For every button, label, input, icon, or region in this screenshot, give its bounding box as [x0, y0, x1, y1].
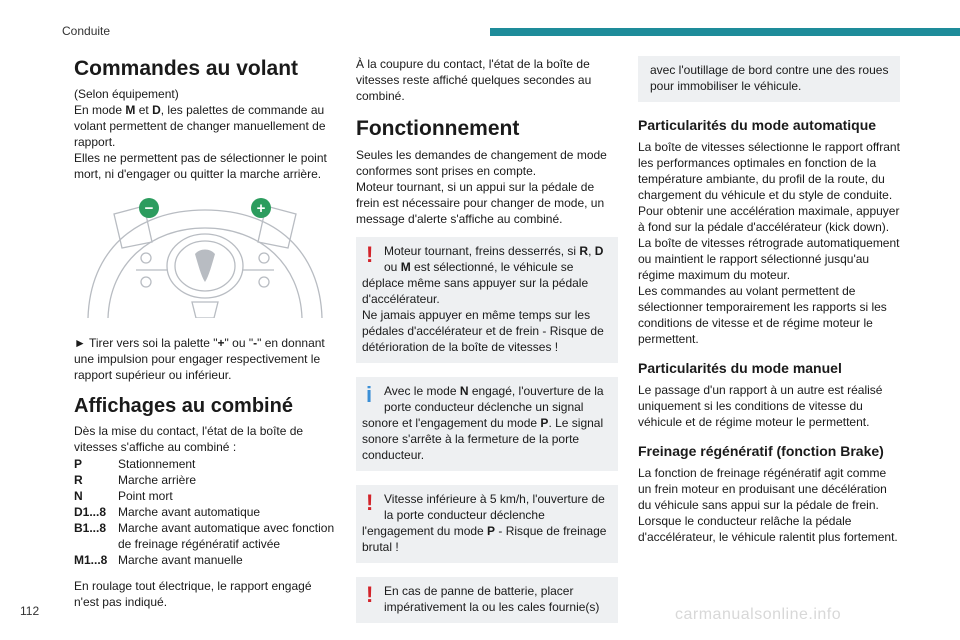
steering-wheel-illustration — [74, 192, 336, 318]
warning-text-1b: Ne jamais appuyer en même temps sur les pédales d'accélérateur et de frein - Risque de détérioration de la boîte de vitesses ! — [362, 308, 604, 354]
plus-symbol: + — [256, 200, 266, 217]
text: " ou " — [224, 336, 254, 350]
gear-code: N — [74, 489, 83, 503]
mode-m: M — [125, 103, 136, 117]
text: " en donnant une impulsion pour engager respectivement le rapport supérieur ou inférieur. — [74, 336, 325, 382]
text: - Risque de freinage brutal ! — [362, 524, 607, 554]
list-item — [74, 488, 336, 504]
mode-r: R — [579, 244, 589, 258]
text: ► Tirer vers soi la palette " — [74, 336, 218, 350]
cluster-intro: Dès la mise du contact, l'état de la boîte de vitesses s'affiche au combiné : — [74, 424, 304, 454]
warning-icon: ! — [366, 490, 374, 515]
column-2 — [356, 56, 618, 623]
info-note — [356, 377, 618, 471]
warning-text-1 — [362, 243, 612, 307]
gear-code: R — [74, 473, 83, 487]
section-title-regenerative-braking: Freinage régénératif (fonction Brake) — [638, 443, 884, 459]
info-icon: i — [366, 382, 373, 407]
mode-p: P — [487, 524, 496, 538]
info-text — [362, 383, 612, 463]
text: est sélectionné, le véhicule se déplace même sans appuyer sur la pédale d'accélérateur. — [362, 260, 589, 306]
mode-d: D — [152, 103, 161, 117]
gear-label: Marche avant automatique avec fonction de freinage régénératif activée — [118, 521, 335, 551]
gear-code: P — [74, 457, 83, 471]
step-instruction — [74, 335, 336, 383]
gear-label: Marche arrière — [118, 473, 197, 487]
list-item — [74, 504, 336, 520]
section-title-cluster-display: Affichages au combiné — [74, 395, 293, 417]
text: , les palettes de commande au volant permettent de changer manuellement de rapport. — [74, 103, 326, 149]
automatic-p1: La boîte de vitesses sélectionne le rapport offrant les performances optimales en fonction de la température ambiante, du profil de la route, du chargement du véhicule et du style de conduite. — [638, 140, 900, 202]
text: ou — [384, 260, 401, 274]
section-title-automatic-mode: Particularités du mode automatique — [638, 117, 877, 133]
text: . Le signal sonore s'arrête à la fermeture de la porte conducteur. — [362, 416, 604, 462]
regen-p2: Lorsque le conducteur relâche la pédale d'accélérateur, le véhicule ralentit plus fortement. — [638, 514, 898, 544]
list-item — [74, 552, 336, 568]
electric-mode-note: En roulage tout électrique, le rapport engagé n'est pas indiqué. — [74, 579, 312, 609]
minus-key: - — [253, 336, 258, 350]
ignition-off-note: À la coupure du contact, l'état de la boîte de vitesses reste affiché quelques secondes au combiné. — [356, 57, 592, 103]
gear-code: D1...8 — [74, 505, 107, 519]
mode-n: N — [459, 384, 469, 398]
text: Vitesse inférieure à 5 km/h, l'ouverture de la porte conducteur déclenche l'engagement du mode — [362, 492, 605, 538]
list-item — [74, 520, 336, 552]
gear-label: Point mort — [118, 489, 173, 503]
minus-symbol: − — [144, 200, 154, 217]
mode-d: D — [594, 244, 604, 258]
warning-note-2 — [356, 485, 618, 563]
section-title-operation: Fonctionnement — [356, 117, 520, 140]
gear-code: M1...8 — [74, 553, 108, 567]
column-1 — [74, 56, 336, 610]
automatic-p2: Pour obtenir une accélération maximale, appuyer à fond sur la pédale d'accélérateur (kick down). La boîte de vitesses rétrograde automatiquement ou maintient le rapport sélectionné jusqu'au régime maximum du moteur. — [638, 204, 900, 282]
operation-p1: Seules les demandes de changement de mode conformes sont prises en compte. — [356, 148, 607, 178]
mode-m: M — [400, 260, 411, 274]
header-section-title: Conduite — [62, 24, 111, 38]
manual-p1: Le passage d'un rapport à un autre est réalisé uniquement si les conditions de vitesse du véhicule et de régime moteur le permettent. — [638, 383, 883, 429]
regen-p1: La fonction de freinage régénératif agit comme un frein moteur en produisant une décélération du véhicule sans appui sur la pédale de frein. — [638, 466, 887, 512]
automatic-p3: Les commandes au volant permettent de sélectionner temporairement les rapports si les conditions de vitesse et de régime moteur le permettent. — [638, 284, 887, 346]
paddles-limitation: Elles ne permettent pas de sélectionner le point mort, ni d'engager ou quitter la marche arrière. — [74, 151, 327, 181]
text: , — [588, 244, 595, 258]
warning-icon: ! — [366, 582, 374, 607]
warning-note-3-continued: avec l'outillage de bord contre une des roues pour immobiliser le véhicule. — [638, 56, 900, 102]
gear-label: Stationnement — [118, 457, 196, 471]
text: engagé, l'ouverture de la porte conducteur déclenche un signal sonore et l'engagement du mode — [362, 384, 604, 430]
warning-icon: ! — [366, 242, 374, 267]
section-title-manual-mode: Particularités du mode manuel — [638, 360, 842, 376]
mode-p: P — [540, 416, 549, 430]
list-item — [74, 456, 336, 472]
warning-text-2 — [362, 491, 612, 555]
text: et — [135, 103, 153, 117]
operation-p2: Moteur tournant, si un appui sur la pédale de frein est nécessaire pour changer de mode, un message d'alerte s'affiche au combiné. — [356, 180, 605, 226]
column-3 — [638, 56, 900, 545]
list-item — [74, 472, 336, 488]
gear-code: B1...8 — [74, 521, 107, 535]
warning-note-1 — [356, 237, 618, 363]
text: Avec le mode — [384, 384, 460, 398]
text: En mode — [74, 103, 126, 117]
gear-list — [74, 456, 336, 568]
gear-label: Marche avant manuelle — [118, 553, 243, 567]
warning-note-3 — [356, 577, 618, 623]
header-accent-bar — [490, 28, 960, 36]
page-number: 112 — [20, 604, 40, 618]
equipment-note: (Selon équipement) — [74, 87, 179, 101]
warning-text-3: En cas de panne de batterie, placer impérativement la ou les cales fournie(s) — [384, 584, 600, 614]
text: Moteur tournant, freins desserrés, si — [384, 244, 580, 258]
watermark: carmanualsonline.info — [675, 606, 842, 623]
gear-label: Marche avant automatique — [118, 505, 261, 519]
section-title-steering-controls: Commandes au volant — [74, 57, 299, 80]
plus-key: + — [217, 336, 225, 350]
paddles-description — [74, 102, 336, 150]
